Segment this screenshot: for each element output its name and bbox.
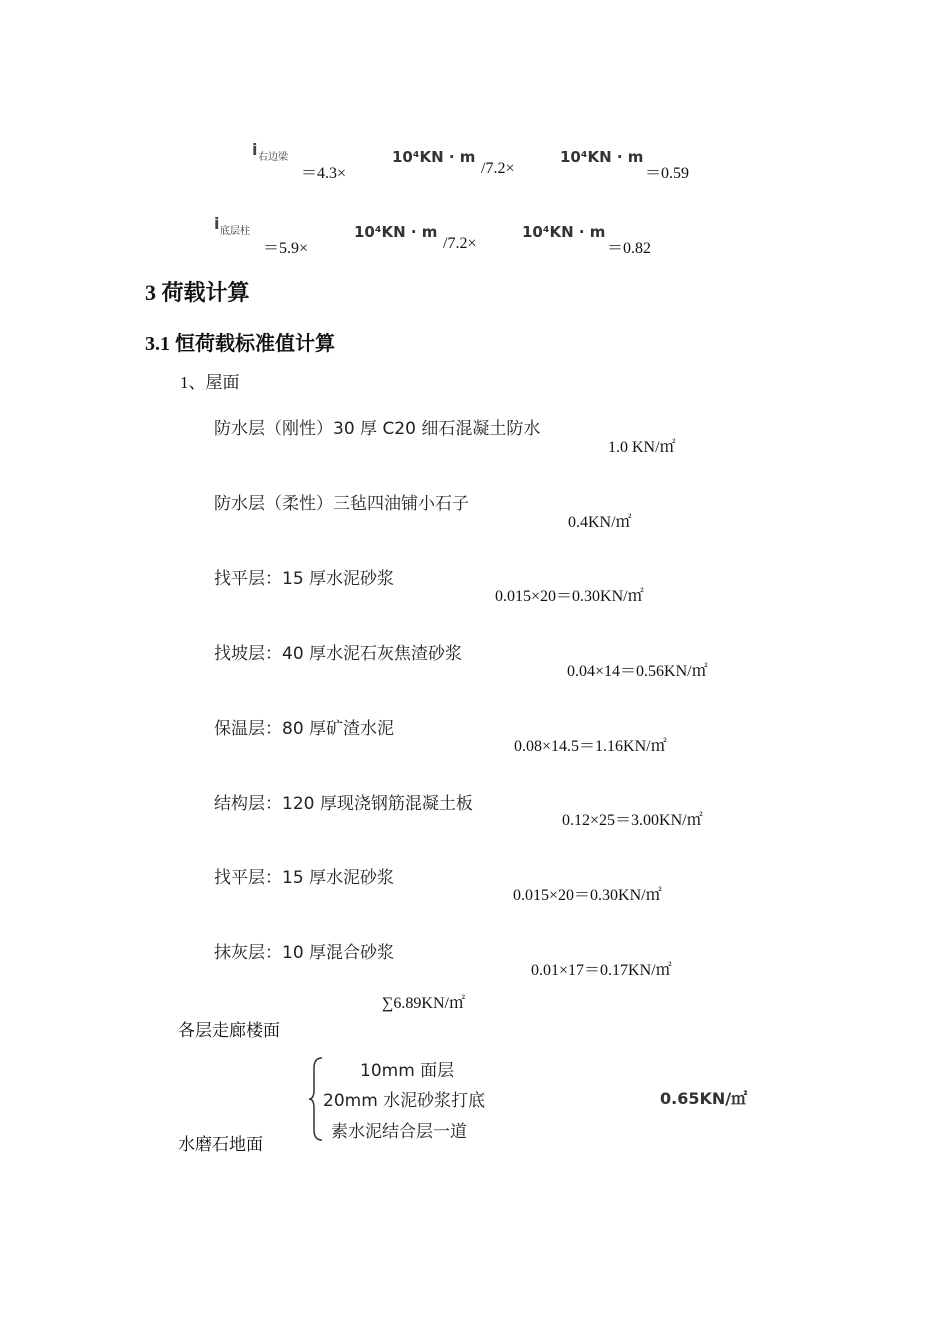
stiffness-symbol: i <box>214 214 220 233</box>
terrazzo-value: 0.65KN/㎡ <box>660 1089 748 1108</box>
result: ＝0.82 <box>607 240 652 257</box>
divisor: /7.2× <box>443 235 477 252</box>
layer-value: 0.4KN/㎡ <box>568 514 632 531</box>
roof-sum: ∑6.89KN/㎡ <box>382 995 465 1012</box>
layer-value: 0.04×14＝0.56KN/㎡ <box>567 663 708 680</box>
layer-desc: 找平层：15 厚水泥砂浆 <box>214 868 395 888</box>
corridor-label: 各层走廊楼面 <box>178 1021 280 1040</box>
layer-value: 0.015×20＝0.30KN/㎡ <box>513 887 662 904</box>
layer-desc: 抹灰层：10 厚混合砂浆 <box>214 943 395 963</box>
unit-term: 10⁴KN · m <box>522 223 606 241</box>
result: ＝0.59 <box>645 165 690 182</box>
unit-term: 10⁴KN · m <box>560 148 644 166</box>
terrazzo-layer: 10mm 面层 <box>360 1061 455 1081</box>
layer-desc: 防水层（刚性）30 厚 C20 细石混凝土防水 <box>214 419 541 439</box>
coefficient: ＝4.3× <box>301 165 347 182</box>
layer-value: 0.12×25＝3.00KN/㎡ <box>562 812 703 829</box>
terrazzo-layer: 20mm 水泥砂浆打底 <box>323 1091 486 1111</box>
brace-icon <box>308 1056 324 1142</box>
terrazzo-label: 水磨石地面 <box>178 1135 263 1154</box>
divisor: /7.2× <box>481 160 515 177</box>
roof-label: 1、屋面 <box>180 373 240 392</box>
coefficient: ＝5.9× <box>263 240 309 257</box>
subsection-heading: 3.1 恒荷载标准值计算 <box>145 333 335 355</box>
layer-desc: 结构层：120 厚现浇钢筋混凝土板 <box>214 794 473 814</box>
layer-value: 0.01×17＝0.17KN/㎡ <box>531 962 672 979</box>
layer-desc: 防水层（柔性）三毡四油铺小石子 <box>214 494 469 514</box>
unit-term: 10⁴KN · m <box>392 148 476 166</box>
layer-value: 1.0 KN/㎡ <box>608 439 676 456</box>
terrazzo-layer: 素水泥结合层一道 <box>331 1122 467 1142</box>
layer-desc: 找平层：15 厚水泥砂浆 <box>214 569 395 589</box>
layer-value: 0.08×14.5＝1.16KN/㎡ <box>514 738 667 755</box>
stiffness-symbol: i <box>252 140 258 159</box>
layer-value: 0.015×20＝0.30KN/㎡ <box>495 588 644 605</box>
section-heading: 3 荷载计算 <box>145 280 250 305</box>
unit-term: 10⁴KN · m <box>354 223 438 241</box>
layer-desc: 保温层：80 厚矿渣水泥 <box>214 719 395 739</box>
layer-desc: 找坡层：40 厚水泥石灰焦渣砂浆 <box>214 644 463 664</box>
stiffness-subscript: 右边梁 <box>258 152 288 163</box>
stiffness-subscript: 底层柱 <box>220 226 250 237</box>
